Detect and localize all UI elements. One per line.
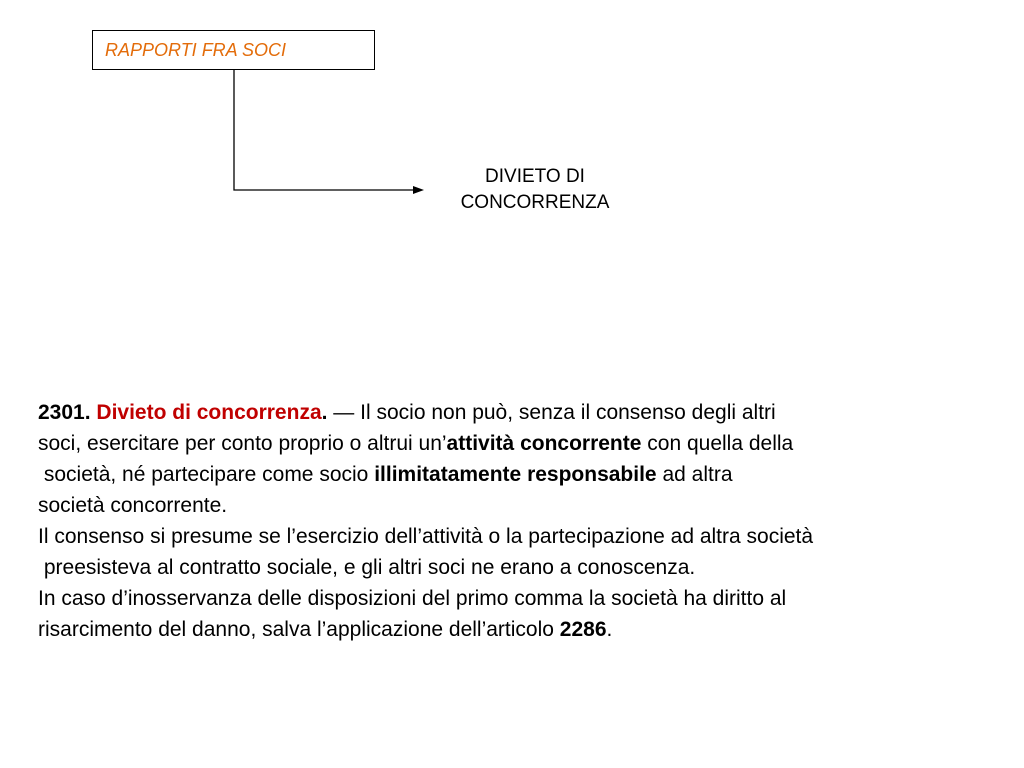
- article-heading: Divieto di concorrenza: [96, 401, 322, 424]
- connector-line: [234, 70, 414, 190]
- target-label-line-1: DIVIETO DI: [485, 166, 585, 187]
- target-label-line-2: CONCORRENZA: [460, 192, 610, 213]
- paragraph-3-end: .: [606, 618, 613, 641]
- paragraph-1-text-c: con quella della società, né partecipare come socio: [43, 432, 794, 486]
- diagram-title: RAPPORTI FRA SOCI: [105, 40, 287, 60]
- article-paragraph-3: [38, 583, 1008, 645]
- target-label: [440, 164, 630, 216]
- arrow-head-icon: [413, 186, 424, 194]
- article-number: 2301.: [38, 401, 91, 424]
- article-paragraph-1: [38, 397, 1008, 521]
- paragraph-3-text: In caso d’inosservanza delle disposizioni del primo comma la società ha diritto al risarcimento del danno, salva l’applicazione dell’articolo: [38, 587, 787, 641]
- paragraph-1-text-e: ad altra società concorrente.: [38, 463, 733, 517]
- term-illimitatamente-responsabile: illimitatamente responsabile: [374, 463, 657, 486]
- term-attivita-concorrente: attività concorrente: [446, 432, 642, 455]
- article-heading-period: .: [321, 401, 328, 424]
- paragraph-1-text-a: — Il socio non può, senza il consenso degli altri soci, esercitare per conto proprio o altrui un’: [38, 401, 776, 455]
- article-paragraph-2: Il consenso si presume se l’esercizio dell’attività o la partecipazione ad altra società preesisteva al contratto sociale, e gli altri soci ne erano a conoscenza.: [38, 525, 814, 579]
- article-reference: 2286: [559, 618, 607, 641]
- diagram-title-box: [92, 30, 375, 70]
- article-text: [38, 397, 1008, 645]
